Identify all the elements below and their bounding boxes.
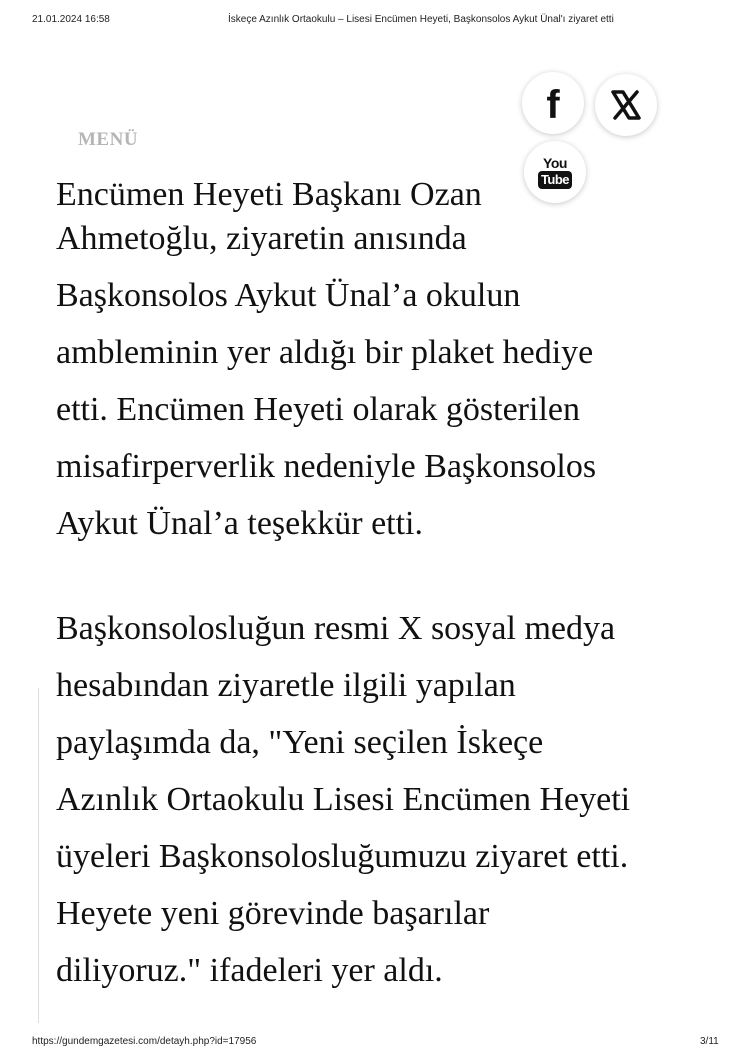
- youtube-icon-tube: Tube: [538, 171, 572, 189]
- menu-button[interactable]: MENÜ: [78, 129, 139, 150]
- print-page-title: İskeçe Azınlık Ortaokulu – Lisesi Encümen Heyeti, Başkonsolos Aykut Ünal'ı ziyaret etti: [228, 14, 614, 25]
- youtube-icon: [538, 156, 572, 189]
- print-page-number: 3/11: [700, 1036, 719, 1047]
- facebook-icon: f: [546, 83, 560, 127]
- youtube-icon-you: You: [543, 154, 567, 171]
- article-line: diliyoruz." ifadeleri yer aldı.: [56, 952, 443, 989]
- print-datetime: 21.01.2024 16:58: [32, 14, 110, 25]
- youtube-button[interactable]: [524, 141, 586, 203]
- article-clipped-line-text: Encümen Heyeti Başkanı Ozan: [56, 176, 482, 213]
- article-line: hesabından ziyaretle ilgili yapılan: [56, 667, 516, 704]
- article-line: Aykut Ünal’a teşekkür etti.: [56, 505, 423, 542]
- article-paragraph: [56, 600, 716, 999]
- article-line: Başkonsolos Aykut Ünal’a okulun: [56, 277, 521, 314]
- article-line: ambleminin yer aldığı bir plaket hediye: [56, 334, 594, 371]
- x-twitter-button[interactable]: [595, 74, 657, 136]
- article-paragraph: [56, 210, 716, 552]
- print-url: https://gundemgazetesi.com/detayh.php?id=17956: [32, 1036, 257, 1047]
- article-clipped-line: [56, 150, 482, 213]
- article-line: misafirperverlik nedeniyle Başkonsolos: [56, 448, 597, 485]
- article-line: Heyete yeni görevinde başarılar: [56, 895, 490, 932]
- article-line: üyeleri Başkonsolosluğumuzu ziyaret etti.: [56, 838, 629, 875]
- article-line: Başkonsolosluğun resmi X sosyal medya: [56, 610, 616, 647]
- article-line: etti. Encümen Heyeti olarak gösterilen: [56, 391, 580, 428]
- article-line: Ahmetoğlu, ziyaretin anısında: [56, 220, 467, 257]
- article-line: Azınlık Ortaokulu Lisesi Encümen Heyeti: [56, 781, 631, 818]
- print-header: [0, 14, 750, 28]
- content-divider: [38, 688, 39, 1023]
- facebook-button[interactable]: [522, 72, 584, 134]
- x-icon: [609, 88, 643, 122]
- article-line: paylaşımda da, "Yeni seçilen İskeçe: [56, 724, 544, 761]
